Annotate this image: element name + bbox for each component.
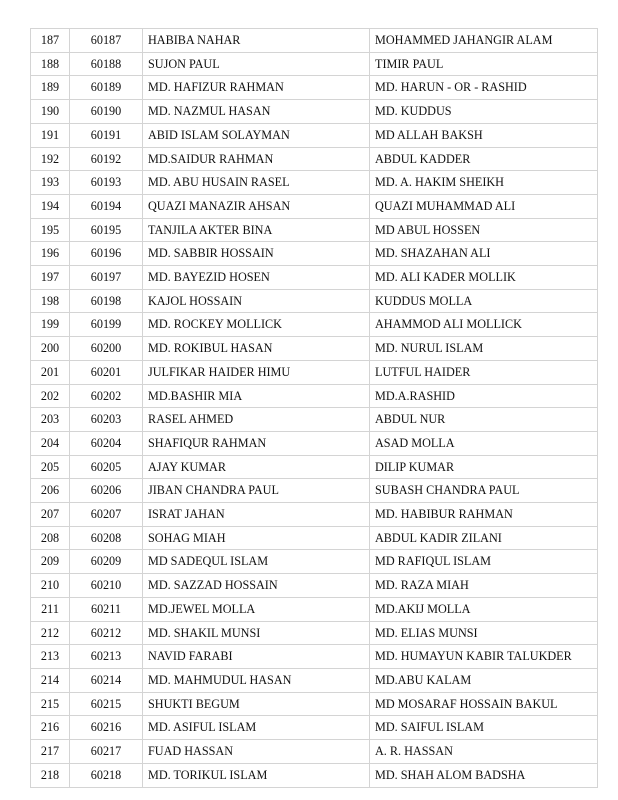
serial-cell: 209 xyxy=(31,550,70,574)
candidate-table xyxy=(30,28,598,788)
name-cell: QUAZI MANAZIR AHSAN xyxy=(143,194,370,218)
name-cell: MD. HAFIZUR RAHMAN xyxy=(143,76,370,100)
serial-cell: 208 xyxy=(31,526,70,550)
father-name-cell: MD.ABU KALAM xyxy=(370,668,598,692)
name-cell: SHUKTI BEGUM xyxy=(143,692,370,716)
serial-cell: 193 xyxy=(31,171,70,195)
candidate-table-body xyxy=(31,29,598,788)
table-row xyxy=(31,266,598,290)
table-row xyxy=(31,597,598,621)
roll-cell: 60205 xyxy=(70,455,143,479)
name-cell: NAVID FARABI xyxy=(143,645,370,669)
serial-cell: 205 xyxy=(31,455,70,479)
roll-cell: 60189 xyxy=(70,76,143,100)
serial-cell: 213 xyxy=(31,645,70,669)
table-row xyxy=(31,479,598,503)
roll-cell: 60207 xyxy=(70,503,143,527)
serial-cell: 217 xyxy=(31,740,70,764)
serial-cell: 198 xyxy=(31,289,70,313)
roll-cell: 60214 xyxy=(70,668,143,692)
roll-cell: 60213 xyxy=(70,645,143,669)
roll-cell: 60200 xyxy=(70,337,143,361)
serial-cell: 212 xyxy=(31,621,70,645)
serial-cell: 196 xyxy=(31,242,70,266)
father-name-cell: KUDDUS MOLLA xyxy=(370,289,598,313)
table-row xyxy=(31,692,598,716)
name-cell: KAJOL HOSSAIN xyxy=(143,289,370,313)
table-row xyxy=(31,716,598,740)
roll-cell: 60212 xyxy=(70,621,143,645)
roll-cell: 60198 xyxy=(70,289,143,313)
roll-cell: 60195 xyxy=(70,218,143,242)
father-name-cell: ASAD MOLLA xyxy=(370,431,598,455)
father-name-cell: LUTFUL HAIDER xyxy=(370,360,598,384)
roll-cell: 60199 xyxy=(70,313,143,337)
father-name-cell: MD. ELIAS MUNSI xyxy=(370,621,598,645)
serial-cell: 201 xyxy=(31,360,70,384)
table-row xyxy=(31,123,598,147)
table-row xyxy=(31,550,598,574)
serial-cell: 188 xyxy=(31,52,70,76)
father-name-cell: SUBASH CHANDRA PAUL xyxy=(370,479,598,503)
father-name-cell: MD. HARUN - OR - RASHID xyxy=(370,76,598,100)
father-name-cell: MD. NURUL ISLAM xyxy=(370,337,598,361)
table-row xyxy=(31,29,598,53)
name-cell: MD.JEWEL MOLLA xyxy=(143,597,370,621)
father-name-cell: MD RAFIQUL ISLAM xyxy=(370,550,598,574)
roll-cell: 60196 xyxy=(70,242,143,266)
name-cell: RASEL AHMED xyxy=(143,408,370,432)
father-name-cell: MD. SHAZAHAN ALI xyxy=(370,242,598,266)
roll-cell: 60209 xyxy=(70,550,143,574)
name-cell: MD SADEQUL ISLAM xyxy=(143,550,370,574)
serial-cell: 192 xyxy=(31,147,70,171)
name-cell: AJAY KUMAR xyxy=(143,455,370,479)
serial-cell: 190 xyxy=(31,100,70,124)
roll-cell: 60202 xyxy=(70,384,143,408)
serial-cell: 189 xyxy=(31,76,70,100)
name-cell: JIBAN CHANDRA PAUL xyxy=(143,479,370,503)
father-name-cell: MD. KUDDUS xyxy=(370,100,598,124)
table-row xyxy=(31,360,598,384)
name-cell: FUAD HASSAN xyxy=(143,740,370,764)
table-row xyxy=(31,384,598,408)
father-name-cell: MD MOSARAF HOSSAIN BAKUL xyxy=(370,692,598,716)
father-name-cell: QUAZI MUHAMMAD ALI xyxy=(370,194,598,218)
father-name-cell: MD. RAZA MIAH xyxy=(370,574,598,598)
father-name-cell: MOHAMMED JAHANGIR ALAM xyxy=(370,29,598,53)
father-name-cell: MD. ALI KADER MOLLIK xyxy=(370,266,598,290)
table-row xyxy=(31,668,598,692)
table-row xyxy=(31,621,598,645)
father-name-cell: A. R. HASSAN xyxy=(370,740,598,764)
serial-cell: 218 xyxy=(31,763,70,787)
serial-cell: 203 xyxy=(31,408,70,432)
father-name-cell: ABDUL NUR xyxy=(370,408,598,432)
father-name-cell: MD. SHAH ALOM BADSHA xyxy=(370,763,598,787)
name-cell: MD.BASHIR MIA xyxy=(143,384,370,408)
name-cell: MD. BAYEZID HOSEN xyxy=(143,266,370,290)
father-name-cell: MD. HUMAYUN KABIR TALUKDER xyxy=(370,645,598,669)
table-row xyxy=(31,645,598,669)
serial-cell: 216 xyxy=(31,716,70,740)
serial-cell: 214 xyxy=(31,668,70,692)
table-row xyxy=(31,408,598,432)
serial-cell: 194 xyxy=(31,194,70,218)
father-name-cell: AHAMMOD ALI MOLLICK xyxy=(370,313,598,337)
name-cell: JULFIKAR HAIDER HIMU xyxy=(143,360,370,384)
roll-cell: 60211 xyxy=(70,597,143,621)
father-name-cell: MD.AKIJ MOLLA xyxy=(370,597,598,621)
table-row xyxy=(31,455,598,479)
father-name-cell: MD. A. HAKIM SHEIKH xyxy=(370,171,598,195)
roll-cell: 60197 xyxy=(70,266,143,290)
table-row xyxy=(31,52,598,76)
roll-cell: 60203 xyxy=(70,408,143,432)
name-cell: MD. NAZMUL HASAN xyxy=(143,100,370,124)
roll-cell: 60187 xyxy=(70,29,143,53)
serial-cell: 207 xyxy=(31,503,70,527)
roll-cell: 60210 xyxy=(70,574,143,598)
roll-cell: 60206 xyxy=(70,479,143,503)
roll-cell: 60208 xyxy=(70,526,143,550)
name-cell: TANJILA AKTER BINA xyxy=(143,218,370,242)
roll-cell: 60191 xyxy=(70,123,143,147)
name-cell: MD. SHAKIL MUNSI xyxy=(143,621,370,645)
serial-cell: 211 xyxy=(31,597,70,621)
name-cell: SOHAG MIAH xyxy=(143,526,370,550)
table-row xyxy=(31,218,598,242)
table-row xyxy=(31,503,598,527)
father-name-cell: MD.A.RASHID xyxy=(370,384,598,408)
father-name-cell: MD. HABIBUR RAHMAN xyxy=(370,503,598,527)
serial-cell: 195 xyxy=(31,218,70,242)
name-cell: MD. ABU HUSAIN RASEL xyxy=(143,171,370,195)
roll-cell: 60216 xyxy=(70,716,143,740)
father-name-cell: MD. SAIFUL ISLAM xyxy=(370,716,598,740)
roll-cell: 60217 xyxy=(70,740,143,764)
column-rule xyxy=(30,753,31,771)
name-cell: MD.SAIDUR RAHMAN xyxy=(143,147,370,171)
serial-cell: 204 xyxy=(31,431,70,455)
table-row xyxy=(31,289,598,313)
father-name-cell: ABDUL KADDER xyxy=(370,147,598,171)
name-cell: MD. SABBIR HOSSAIN xyxy=(143,242,370,266)
serial-cell: 215 xyxy=(31,692,70,716)
name-cell: MD. TORIKUL ISLAM xyxy=(143,763,370,787)
table-row xyxy=(31,242,598,266)
name-cell: MD. SAZZAD HOSSAIN xyxy=(143,574,370,598)
name-cell: SHAFIQUR RAHMAN xyxy=(143,431,370,455)
roll-cell: 60218 xyxy=(70,763,143,787)
roll-cell: 60201 xyxy=(70,360,143,384)
table-row xyxy=(31,313,598,337)
father-name-cell: MD ALLAH BAKSH xyxy=(370,123,598,147)
table-row xyxy=(31,337,598,361)
father-name-cell: ABDUL KADIR ZILANI xyxy=(370,526,598,550)
roll-cell: 60190 xyxy=(70,100,143,124)
serial-cell: 187 xyxy=(31,29,70,53)
table-row xyxy=(31,526,598,550)
table-row xyxy=(31,431,598,455)
name-cell: HABIBA NAHAR xyxy=(143,29,370,53)
serial-cell: 197 xyxy=(31,266,70,290)
roll-cell: 60188 xyxy=(70,52,143,76)
table-row xyxy=(31,574,598,598)
name-cell: MD. ROKIBUL HASAN xyxy=(143,337,370,361)
serial-cell: 200 xyxy=(31,337,70,361)
father-name-cell: TIMIR PAUL xyxy=(370,52,598,76)
serial-cell: 210 xyxy=(31,574,70,598)
table-row xyxy=(31,171,598,195)
table-row xyxy=(31,76,598,100)
father-name-cell: DILIP KUMAR xyxy=(370,455,598,479)
roll-cell: 60204 xyxy=(70,431,143,455)
roll-cell: 60215 xyxy=(70,692,143,716)
name-cell: ABID ISLAM SOLAYMAN xyxy=(143,123,370,147)
father-name-cell: MD ABUL HOSSEN xyxy=(370,218,598,242)
table-row xyxy=(31,194,598,218)
serial-cell: 191 xyxy=(31,123,70,147)
name-cell: MD. ROCKEY MOLLICK xyxy=(143,313,370,337)
serial-cell: 202 xyxy=(31,384,70,408)
table-row xyxy=(31,100,598,124)
table-continuation xyxy=(30,753,588,771)
roll-cell: 60192 xyxy=(70,147,143,171)
roll-cell: 60194 xyxy=(70,194,143,218)
serial-cell: 206 xyxy=(31,479,70,503)
serial-cell: 199 xyxy=(31,313,70,337)
table-row xyxy=(31,147,598,171)
name-cell: MD. MAHMUDUL HASAN xyxy=(143,668,370,692)
name-cell: SUJON PAUL xyxy=(143,52,370,76)
name-cell: ISRAT JAHAN xyxy=(143,503,370,527)
name-cell: MD. ASIFUL ISLAM xyxy=(143,716,370,740)
roll-cell: 60193 xyxy=(70,171,143,195)
